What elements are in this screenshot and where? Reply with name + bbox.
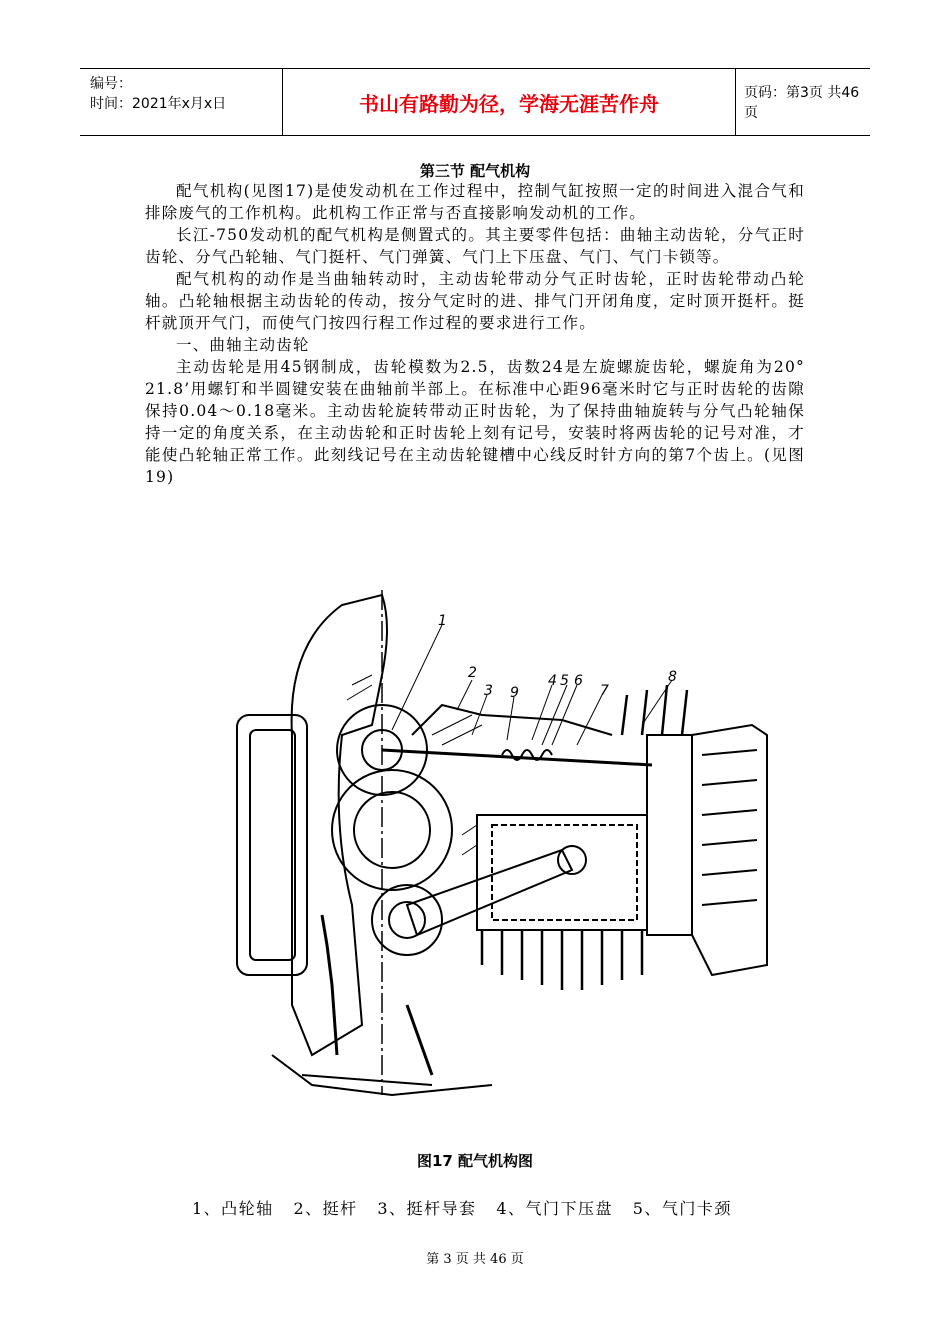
header-table: [80, 68, 870, 136]
figure-legend: 1、凸轮轴 2、挺杆 3、挺杆导套 4、气门下压盘 5、气门卡颈: [192, 1199, 732, 1218]
header-motto: 书山有路勤为径，学海无涯苦作舟: [282, 69, 736, 135]
callout-5: 5: [560, 673, 569, 689]
engine-drawing: [232, 585, 772, 1115]
body-text: [145, 180, 805, 488]
callout-1: 1: [438, 613, 447, 629]
subheading: 一、曲轴主动齿轮: [176, 336, 310, 354]
callout-4: 4: [548, 673, 557, 689]
header-page-info: 页码：第3页 共46页: [744, 85, 860, 121]
callout-7: 7: [600, 683, 609, 699]
number-label: 编号：: [90, 76, 132, 92]
paragraph-1: 配气机构(见图17)是使发动机在工作过程中，控制气缸按照一定的时间进入混合气和排除废气的工作机构。此机构工作正常与否直接影响发动机的工作。: [145, 182, 805, 222]
header-meta: [80, 69, 282, 135]
date-label: 时间：2021年x月x日: [90, 96, 227, 112]
callout-6: 6: [574, 673, 583, 689]
section-title: 第三节 配气机构: [419, 162, 531, 180]
page-footer: 第 3 页 共 46 页: [426, 1252, 524, 1267]
callout-9: 9: [510, 685, 519, 701]
paragraph-3: 配气机构的动作是当曲轴转动时，主动齿轮带动分气正时齿轮，正时齿轮带动凸轮轴。凸轮轴根据主动齿轮的传动，按分气定时的进、排气门开闭角度，定时顶开挺杆。挺杆就顶开气门，而使气门按四行程工作过程的要求进行工作。: [145, 270, 805, 332]
callout-2: 2: [468, 665, 477, 681]
paragraph-2: 长江-750发动机的配气机构是侧置式的。其主要零件包括：曲轴主动齿轮，分气正时齿轮、分气凸轮轴、气门挺杆、气门弹簧、气门上下压盘、气门、气门卡锁等。: [145, 226, 805, 266]
engine-valve-mechanism-figure: [232, 585, 772, 1115]
callout-8: 8: [668, 669, 677, 685]
callout-3: 3: [484, 683, 493, 699]
paragraph-4: 主动齿轮是用45钢制成，齿轮模数为2.5，齿数24是左旋螺旋齿轮，螺旋角为20° 21.8’用螺钉和半圆键安装在曲轴前半部上。在标准中心距96毫米时它与正时齿轮的齿隙保持0.04～0.18毫米。主动齿轮旋转带动正时齿轮，为了保持曲轴旋转与分气凸轮轴保持一定的角度关系，在主动齿轮和正时齿轮上刻有记号，安装时将两齿轮的记号对准，才能使凸轮轴正常工作。此刻线记号在主动齿轮键槽中心线反时针方向的第7个齿上。(见图19): [145, 358, 805, 486]
figure-caption: 图17 配气机构图: [416, 1152, 534, 1170]
